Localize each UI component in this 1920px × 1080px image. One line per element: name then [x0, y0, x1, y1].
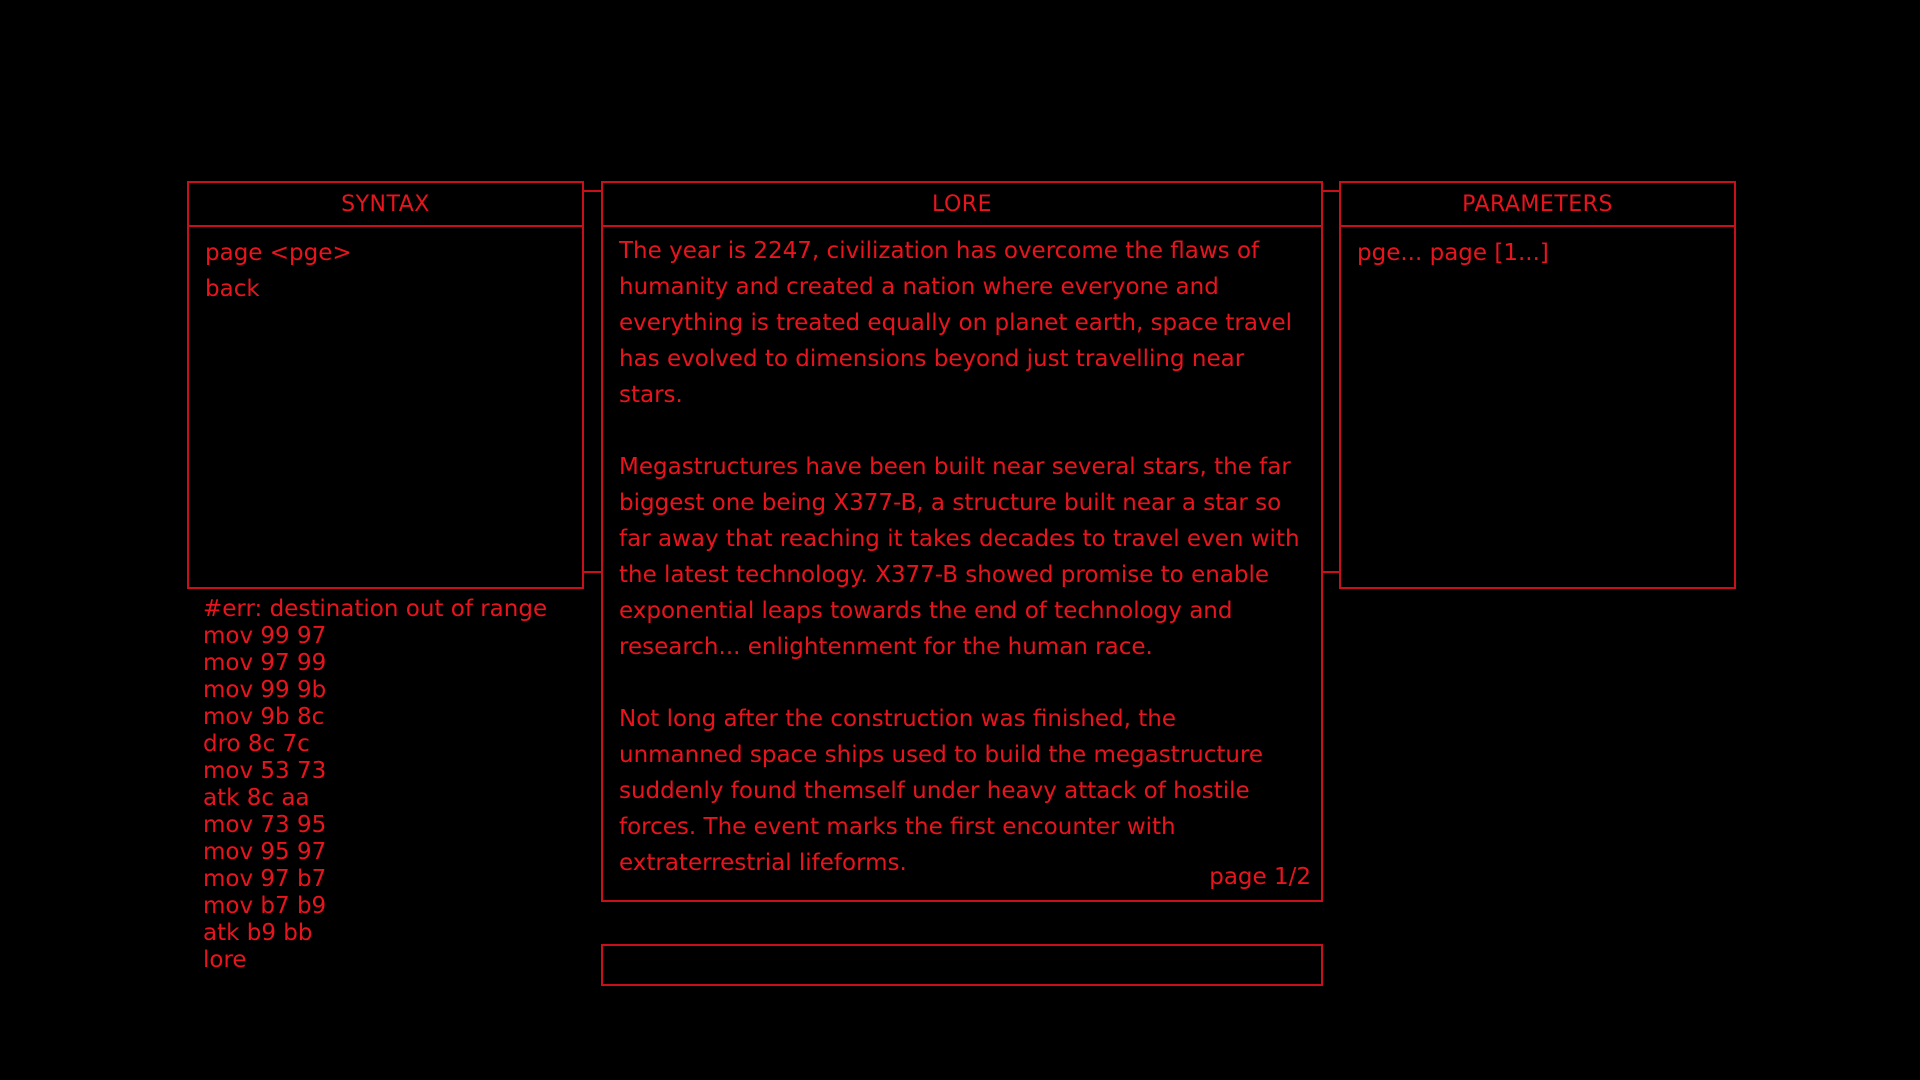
lore-paragraph: The year is 2247, civilization has overcome the flaws of humanity and created a nation where everyone and everything is treated equally on planet earth, space travel has evolved to dimensions beyond just travelling near stars.: [619, 238, 1293, 408]
log-line: atk b9 bb: [203, 920, 313, 946]
connector-line: [584, 571, 601, 573]
connector-line: [1323, 571, 1340, 573]
syntax-panel: [187, 181, 584, 589]
log-line: lore: [203, 947, 247, 973]
lore-text: [603, 227, 1321, 881]
lore-paragraph: Megastructures have been built near several stars, the far biggest one being X377-B, a structure built near a star so far away that reaching it takes decades to travel even with the latest technology. X377-B showed promise to enable exponential leaps towards the end of technology and research... enlightenment for the human race.: [619, 454, 1300, 660]
log-line: mov 53 73: [203, 758, 327, 784]
log-line: mov 95 97: [203, 839, 327, 865]
syntax-item: back: [205, 276, 260, 302]
log-line: mov 99 9b: [203, 677, 327, 703]
log-line: atk 8c aa: [203, 785, 310, 811]
command-input[interactable]: [601, 944, 1323, 986]
syntax-panel-title: SYNTAX: [189, 183, 582, 227]
log-line: dro 8c 7c: [203, 731, 310, 757]
syntax-list: [189, 227, 582, 315]
log-line: mov 97 99: [203, 650, 327, 676]
parameters-panel-title: PARAMETERS: [1341, 183, 1734, 227]
page-indicator: page 1/2: [1209, 864, 1311, 890]
connector-line: [584, 190, 601, 192]
lore-panel-title: LORE: [603, 183, 1321, 227]
log-line: mov 99 97: [203, 623, 327, 649]
syntax-item: page <pge>: [205, 240, 352, 266]
log-line: mov 73 95: [203, 812, 327, 838]
lore-paragraph: Not long after the construction was finished, the unmanned space ships used to build the megastructure suddenly found themself under heavy attack of hostile forces. The event marks the first encounter with extraterrestrial lifeforms.: [619, 706, 1264, 876]
connector-line: [1323, 190, 1340, 192]
log-line: mov 97 b7: [203, 866, 327, 892]
log-error-line: #err: destination out of range: [203, 596, 548, 622]
lore-panel: [601, 181, 1323, 902]
log-line: mov b7 b9: [203, 893, 327, 919]
parameters-panel: [1339, 181, 1736, 589]
log-line: mov 9b 8c: [203, 704, 325, 730]
parameter-item: pge... page [1...]: [1357, 240, 1549, 266]
command-log: [203, 596, 547, 974]
parameters-list: [1341, 227, 1734, 279]
